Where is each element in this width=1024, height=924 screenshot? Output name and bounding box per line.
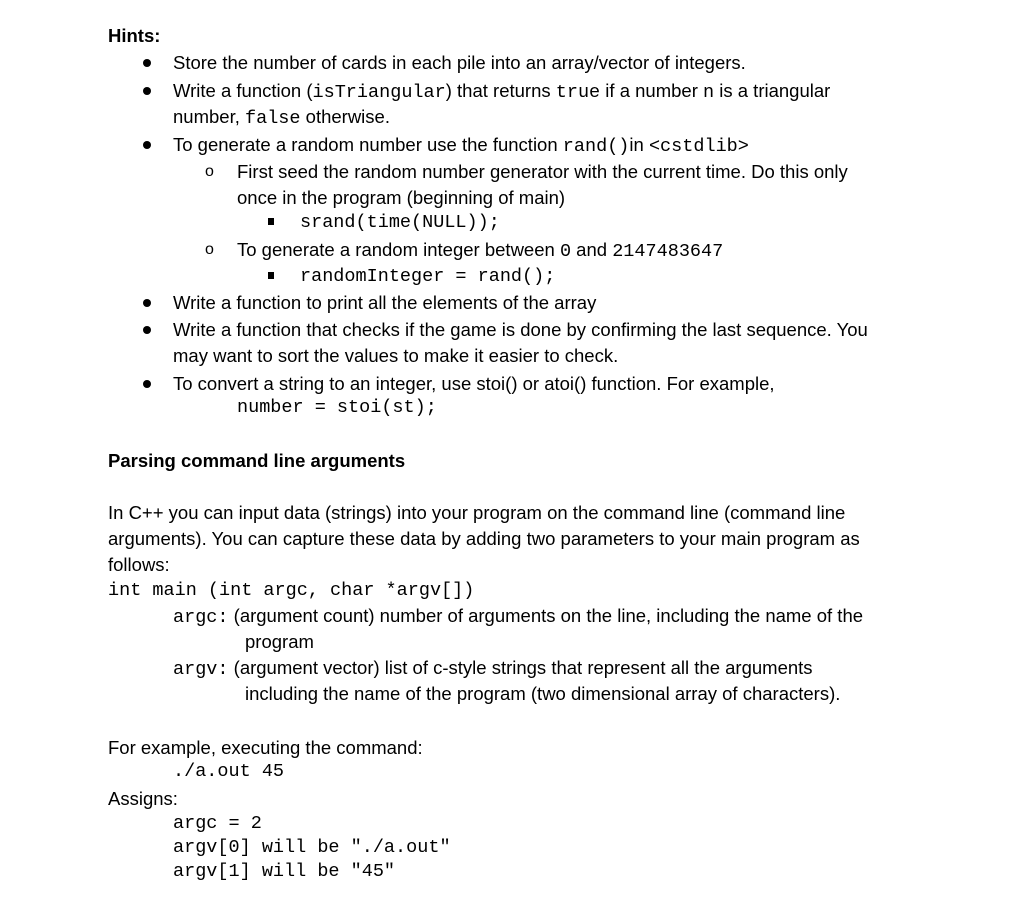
parsing-paragraph-line-1: In C++ you can input data (strings) into your program on the command line (command line: [108, 502, 846, 523]
code-srand: srand(time(NULL));: [300, 212, 500, 233]
assigns-label: Assigns:: [108, 788, 178, 809]
code-isTriangular: isTriangular: [312, 82, 446, 103]
hint-3-sub-2: [237, 237, 723, 265]
circle-bullet-icon: o: [205, 163, 214, 180]
bullet-icon: [143, 380, 151, 388]
example-intro: For example, executing the command:: [108, 737, 423, 758]
hint-2-line-1: [173, 78, 830, 106]
square-bullet-icon: [268, 218, 274, 225]
code-max-int: 2147483647: [612, 241, 724, 262]
hint-5-line-1: Write a function that checks if the game is done by confirming the last sequence. You: [173, 319, 868, 340]
parsing-paragraph-line-2: arguments). You can capture these data by adding two parameters to your main program as: [108, 528, 860, 549]
bullet-icon: [143, 141, 151, 149]
code-n: n: [703, 82, 715, 103]
hint-3-text: To generate a random number use the function: [173, 134, 563, 155]
code-main-signature: int main (int argc, char *argv[]): [108, 580, 475, 601]
hint-3-text: in: [629, 134, 649, 155]
parsing-heading: Parsing command line arguments: [108, 450, 406, 471]
argv-text: (argument vector) list of c-style strings that represent all the arguments: [228, 657, 813, 678]
hint-2-text: Write a function (: [173, 80, 313, 101]
code-rand: rand(): [562, 136, 630, 157]
hint-3: [173, 132, 749, 160]
code-cstdlib: <cstdlib>: [648, 136, 749, 157]
code-stoi: number = stoi(st);: [237, 397, 437, 418]
bullet-icon: [143, 299, 151, 307]
code-random-integer: randomInteger = rand();: [300, 266, 556, 287]
square-bullet-icon: [268, 272, 274, 279]
parsing-paragraph-line-3: follows:: [108, 554, 170, 575]
argv-definition: [173, 655, 813, 683]
code-argc: argc:: [173, 607, 229, 628]
hints-heading: Hints:: [108, 25, 161, 46]
bullet-icon: [143, 59, 151, 67]
argc-definition-line-2: program: [245, 631, 314, 652]
code-true: true: [555, 82, 601, 103]
code-result-argv0: argv[0] will be "./a.out": [173, 837, 451, 858]
hint-5-line-2: may want to sort the values to make it easier to check.: [173, 345, 619, 366]
hint-3-sub-1-line-2: once in the program (beginning of main): [237, 187, 566, 208]
hint-3-sub-2-text: and: [571, 239, 613, 260]
bullet-icon: [143, 326, 151, 334]
hint-2-text: number,: [173, 106, 245, 127]
hint-2-text: otherwise.: [300, 106, 390, 127]
code-zero: 0: [559, 241, 572, 262]
argc-definition: [173, 603, 863, 631]
code-result-argv1: argv[1] will be "45": [173, 861, 396, 882]
argv-definition-line-2: including the name of the program (two dimensional array of characters).: [245, 683, 841, 704]
hint-6-line-1: To convert a string to an integer, use stoi() or atoi() function. For example,: [173, 373, 775, 394]
hint-2-text: ) that returns: [445, 80, 556, 101]
hint-2-text: is a triangular: [714, 80, 831, 101]
hint-4: Write a function to print all the elements of the array: [173, 292, 597, 313]
bullet-icon: [143, 87, 151, 95]
code-result-argc: argc = 2: [173, 813, 262, 834]
code-false: false: [245, 108, 301, 129]
argc-text: (argument count) number of arguments on the line, including the name of the: [228, 605, 864, 626]
code-command: ./a.out 45: [173, 761, 285, 782]
code-argv: argv:: [173, 659, 229, 680]
hint-3-sub-1-line-1: First seed the random number generator with the current time. Do this only: [237, 161, 848, 182]
hint-3-sub-2-text: To generate a random integer between: [237, 239, 560, 260]
hint-1: Store the number of cards in each pile into an array/vector of integers.: [173, 52, 746, 73]
circle-bullet-icon: o: [205, 241, 214, 258]
hint-2-line-2: [173, 104, 390, 132]
hint-2-text: if a number: [600, 80, 703, 101]
